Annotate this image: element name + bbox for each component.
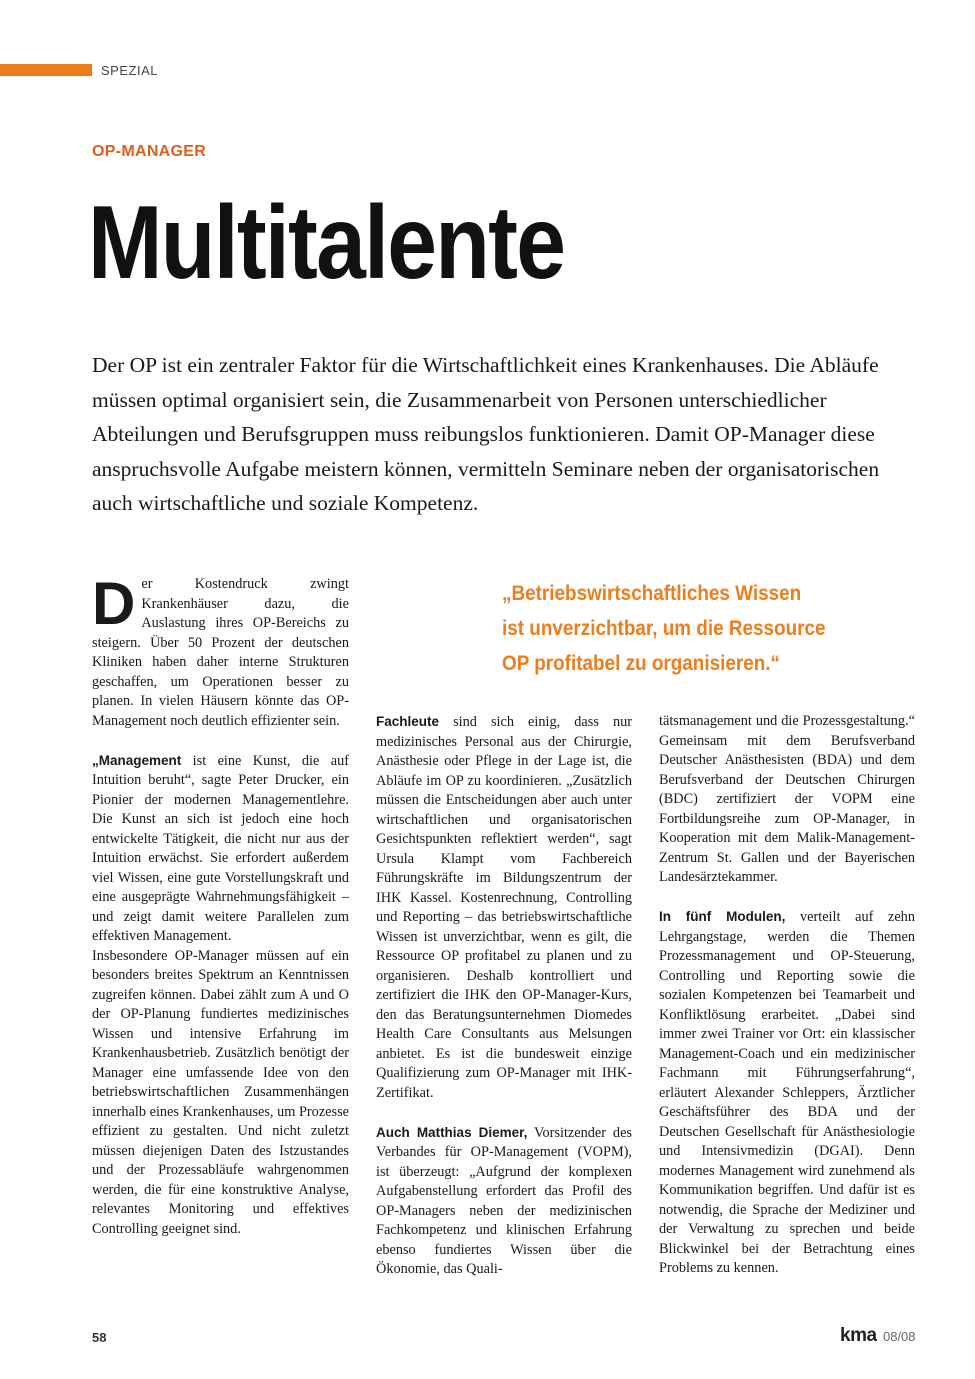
paragraph-text: er Kostendruck zwingt Krankenhäuser dazu, die Auslastung ihres OP-Bereichs zu steigern. Über 50 Prozent der deutschen Kliniken haben daher interne Strukturen geschaffen, um Operationen besser zu planen. In vielen Häusern könnte das OP-Management noch deutlich effizienter sein. bbox=[92, 576, 349, 729]
page-title: Multitalente bbox=[88, 185, 565, 301]
kicker: OP-MANAGER bbox=[92, 143, 207, 160]
paragraph bbox=[659, 907, 915, 1279]
paragraph-lead-word: Fachleute bbox=[376, 714, 440, 729]
accent-bar bbox=[0, 64, 92, 76]
column-1 bbox=[92, 570, 349, 1239]
column-2 bbox=[376, 712, 632, 1280]
lead-paragraph: Der OP ist ein zentraler Faktor für die Wirtschaftlichkeit eines Krankenhauses. Die Abläufe müssen optimal organisiert sein, die Zusammenarbeit von Personen unterschiedlicher Abteilungen und Berufsgruppen muss reibungslos funktionieren. Damit OP-Manager diese anspruchsvolle Aufgabe meistern können, vermitteln Seminare neben der organisatorischen auch wirtschaftliche und soziale Kompetenz. bbox=[92, 353, 880, 515]
intro-paragraph bbox=[92, 570, 349, 731]
paragraph-lead-word: „Management bbox=[92, 752, 182, 768]
pull-quote-line: OP profitabel zu organisieren.“ bbox=[502, 652, 780, 675]
drop-cap: D bbox=[92, 570, 136, 637]
brand-logo: kma bbox=[840, 1325, 877, 1346]
paragraph: Insbesondere OP-Manager müssen auf ein besonders breites Spektrum an Kenntnissen zugreifen können. Dabei zählt zum A und O der OP-Planung fundiertes medizinisches Wissen und intensive Erfahrung im Krankenhausbetrieb. Zusätzlich benötigt der Manager eine umfassende Idee von den betriebswirtschaftlichen Zusammenhängen innerhalb eines Krankenhauses, um Prozesse effizient zu gestalten. Und nicht zuletzt müssen diejenigen Daten des Istzustandes und der Prozessabläufe wahrgenommen werden, die für eine konstruktive Analyse, relevantes Monitoring und effektives Controlling geeignet sind. bbox=[92, 947, 349, 1237]
paragraph-lead-word: In fünf Modulen, bbox=[659, 909, 786, 924]
pull-quote bbox=[502, 576, 880, 681]
pull-quote-line: ist unverzichtbar, um die Ressource bbox=[502, 617, 826, 640]
section-label: SPEZIAL bbox=[101, 63, 158, 78]
paragraph-lead-word: Auch Matthias Diemer, bbox=[376, 1124, 528, 1140]
footer-brand bbox=[840, 1325, 916, 1347]
paragraph: tätsmanagement und die Prozessgestaltung.“ Gemeinsam mit dem Berufsverband Deutscher Anästhesisten (BDA) und dem Berufsverband der Deutschen Chirurgen (BDC) zertifiziert der VOPM eine Fortbildungsreihe zum OP-Manager, in Kooperation mit dem Malik-Management-Zentrum St. Gallen und der Bayerischen Landesärztekammer. bbox=[659, 713, 915, 885]
paragraph bbox=[92, 751, 349, 947]
paragraph-text: Vorsitzender des Verbandes für OP-Management (VOPM), ist überzeugt: „Aufgrund der komplexen Aufgabenstellung erfordert das Profil des OP-Managers neben der medizinischen Fachkompetenz und klinischen Erfahrung ebenso fundiertes Wissen über die Ökonomie, das Quali- bbox=[376, 1124, 632, 1277]
issue-number: 08/08 bbox=[882, 1329, 916, 1344]
paragraph-text: verteilt auf zehn Lehrgangstage, werden die Themen Prozessmanagement und OP-Steuerung, Controlling und Reporting sowie die sozialen Kompetenzen bei Teamarbeit und Konfliktlösung erarbeitet. „Dabei sind immer zwei Trainer vor Ort: ein klassischer Management-Coach und ein medizinischer Fachmann mit Führungserfahrung“, erläutert Alexander Schleppers, Ärztlicher Geschäftsführer des BDA und der Deutschen Gesellschaft für Anästhesiologie und Intensivmedizin (DGAI). Denn modernes Management wird zunehmend als Kommunikation begriffen. Und dafür ist es notwendig, die Sprache der Mediziner und der Verwaltung zu sprechen und beide Blickwinkel bei der Betrachtung eines Problems zu kennen. bbox=[659, 909, 915, 1276]
paragraph-text: ist eine Kunst, die auf Intuition beruht“, sagte Peter Drucker, ein Pionier der modernen Managementlehre. Die Kunst an sich ist jedoch eine hoch entwickelte Tätigkeit, die nicht nur aus der Intuition erwächst. Sie erfordert außerdem viel Wissen, eine gute Vorstellungskraft und eine ausgeprägte Wahrnehmungsfähigkeit – und zeigt damit weitere Parallelen zum effektiven Management. bbox=[92, 752, 349, 944]
pull-quote-line: „Betriebswirtschaftliches Wissen bbox=[502, 582, 802, 605]
paragraph-text: sind sich einig, dass nur medizinisches Personal aus der Chirurgie, Anästhesie oder Pflege in der Lage ist, die Abläufe im OP zu koordinieren. „Zusätzlich müssen die Entscheidungen aber auch unter wirtschaftlichen und organisatorischen Gesichtspunkten reflektiert werden“, sagt Ursula Klampt vom Fachbereich Führungskräfte im Bildungszentrum der IHK Kassel. Kostenrechnung, Controlling und Reporting – das betriebswirtschaftliche Wissen ist unverzichtbar, wenn es gilt, die Ressource OP profitabel zu planen und zu organisieren. Deshalb kontrolliert und zertifiziert die IHK den OP-Manager-Kurs, den das Beratungsunternehmen Diomedes Health Care Consultants aus Melsungen anbietet. Es ist die bundesweit einzige Qualifizierung zum OP-Manager mit IHK-Zertifikat. bbox=[376, 714, 632, 1101]
column-3 bbox=[659, 712, 915, 1279]
page-number: 58 bbox=[92, 1330, 107, 1345]
paragraph bbox=[376, 1123, 632, 1280]
paragraph bbox=[376, 712, 632, 1103]
